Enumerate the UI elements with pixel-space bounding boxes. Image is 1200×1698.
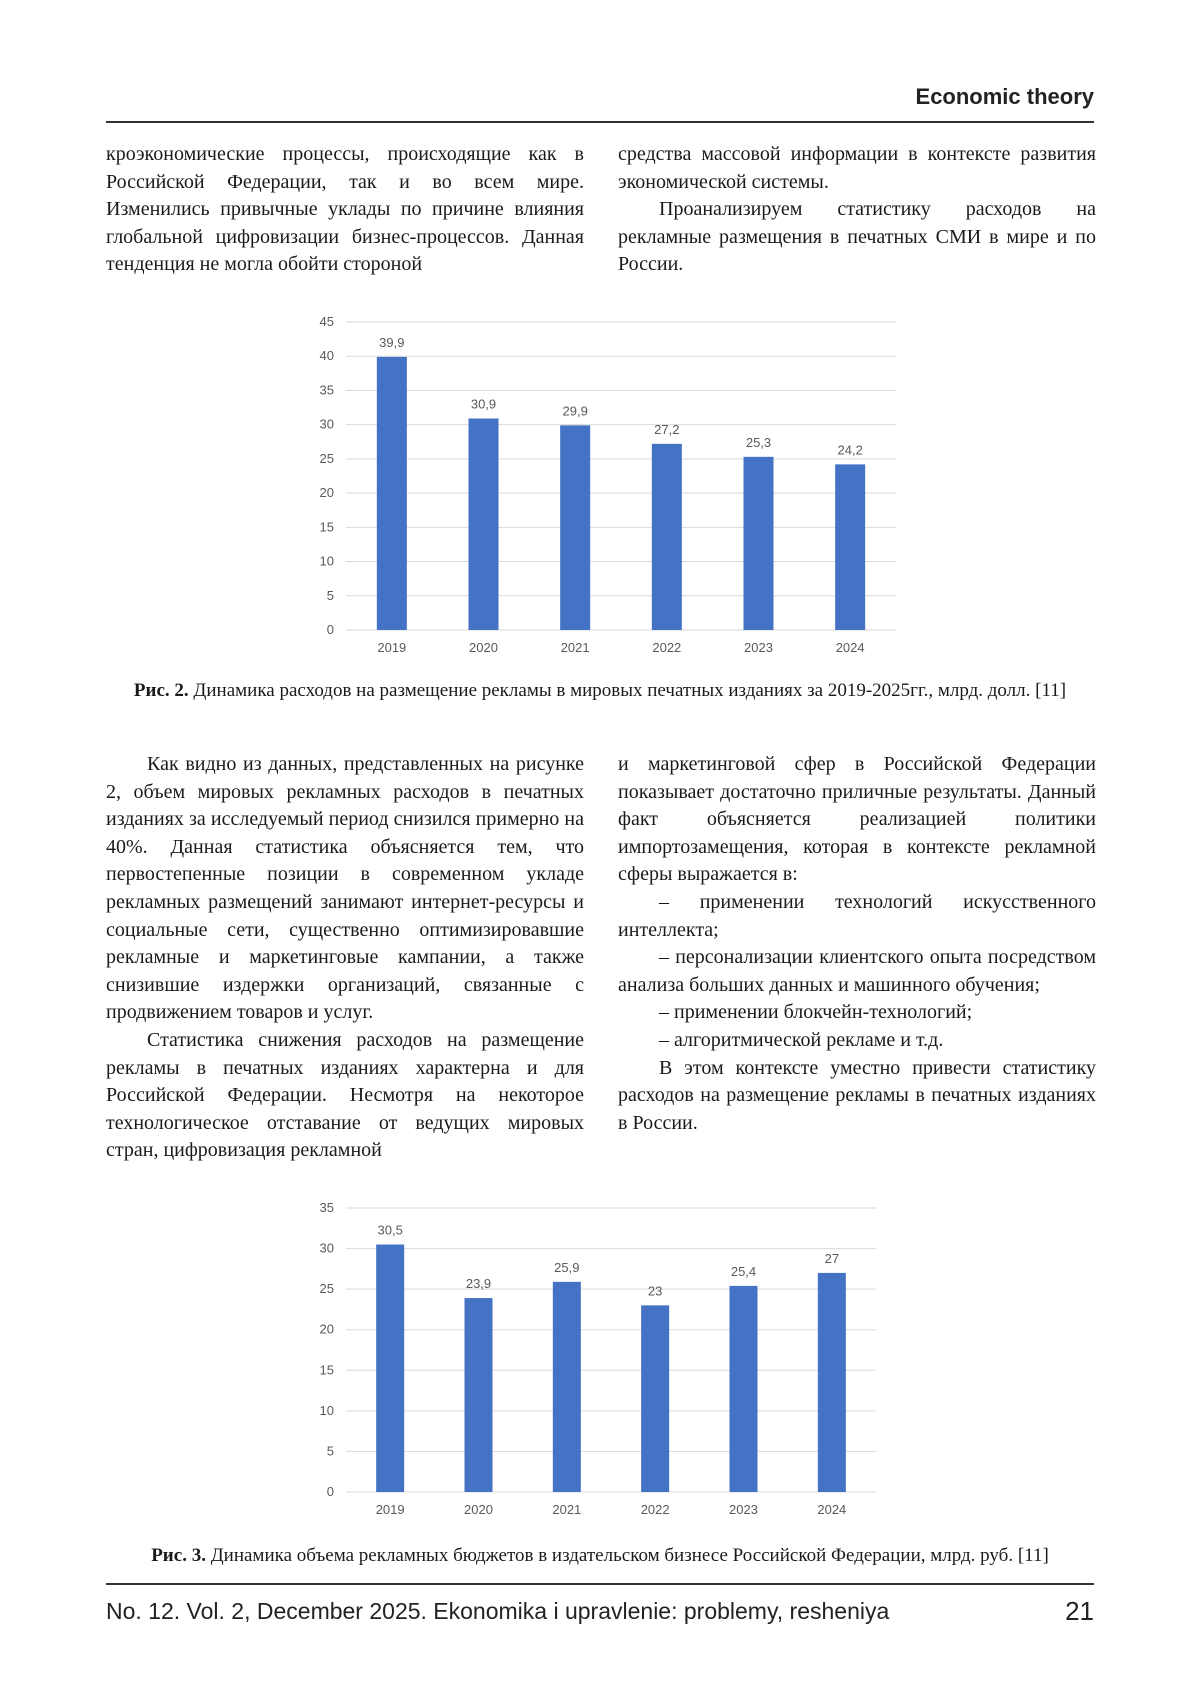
y-tick-label: 5 [326,1443,334,1459]
figure-3-svg [306,1196,916,1526]
x-tick-label: 2024 [817,1502,847,1517]
y-tick-label: 0 [326,1484,334,1499]
data-label: 27 [824,1250,840,1266]
y-tick-label: 10 [319,553,334,569]
x-tick-label: 2019 [375,1502,405,1517]
x-tick-label: 2020 [464,1502,493,1517]
paragraph: Проанализируем статистику расходов на рекламные размещения в печатных СМИ в мире и по России. [618,198,1096,276]
bar [560,425,590,630]
y-tick-label: 15 [319,519,334,535]
list-item: – алгоритмической рекламе и т.д. [659,1028,944,1051]
y-tick-label: 30 [319,416,334,432]
data-label: 25,9 [554,1259,580,1275]
figure-3-caption [106,1543,1094,1568]
y-tick-label: 25 [319,1281,334,1297]
paragraph: кроэкономические процессы, происходящие как в Российской Федерации, так и во всем мире. Изменились привычные уклады по причине влияния глобальной цифровизации бизнес-процессов. Данная тенденция не могла обойти стороной [106,143,584,276]
figure-3-label: Рис. 3. [151,1545,206,1566]
running-head-section: Economic theory [915,84,1094,109]
y-tick-label: 35 [319,1200,334,1215]
x-tick-label: 2021 [560,640,590,655]
y-tick-label: 30 [319,1240,334,1256]
y-tick-label: 20 [319,1321,334,1337]
list-item: – персонализации клиентского опыта посредством анализа больших данных и машинного обучения; [618,946,1096,996]
y-tick-label: 5 [326,587,334,603]
column-mid-left [106,751,584,1165]
paragraph: средства массовой информации в контексте развития экономической системы. [618,143,1096,193]
figure-3-chart [306,1196,916,1531]
paragraph: Статистика снижения расходов на размещение рекламы в печатных изданиях характерна и для Российской Федерации. Несмотря на некоторое технологическое отставание от ведущих мировых стран, цифровизация рекламной [106,1028,584,1162]
bar [835,464,865,630]
data-label: 30,9 [470,396,497,412]
figure-2-caption [106,678,1094,703]
column-mid-right [618,751,1096,1137]
bar [465,1298,493,1492]
figure-2-label: Рис. 2. [133,680,189,701]
data-label: 24,2 [837,442,863,458]
data-label: 23,9 [465,1276,492,1292]
data-label: 25,3 [745,434,772,450]
y-tick-label: 25 [319,450,334,466]
x-tick-label: 2022 [652,640,682,655]
data-label: 25,4 [730,1263,757,1279]
y-tick-label: 0 [326,622,334,637]
bar [641,1305,669,1492]
x-tick-label: 2022 [640,1502,670,1517]
figure-3-caption-text: Динамика объема рекламных бюджетов в издательском бизнесе Российской Федерации, млрд. руб. [11] [210,1545,1049,1566]
x-tick-label: 2020 [469,640,498,655]
data-label: 23 [647,1283,663,1299]
x-tick-label: 2021 [552,1502,582,1517]
footer-rule [106,1583,1094,1585]
data-label: 39,9 [379,334,405,350]
y-tick-label: 10 [319,1402,334,1418]
bar [652,444,682,630]
bar [377,357,407,630]
y-tick-label: 40 [319,348,334,364]
figure-2-caption-text: Динамика расходов на размещение рекламы в мировых печатных изданиях за 2019-2025гг., млрд. долл. [11] [193,680,1067,701]
x-tick-label: 2023 [729,1502,758,1517]
x-tick-label: 2023 [744,640,773,655]
figure-2-svg [306,310,916,670]
x-tick-label: 2019 [377,640,407,655]
list-item: – применении технологий искусственного интеллекта; [618,890,1096,941]
column-top-left [106,141,584,279]
y-tick-label: 15 [319,1362,334,1378]
y-tick-label: 35 [319,382,334,398]
paragraph: Как видно из данных, представленных на рисунке 2, объем мировых рекламных расходов в печатных изданиях за исследуемый период снизился примерно на 40%. Данная статистика объясняется тем, что первостепенные позиции в современном укладе рекламных размещений занимают интернет-ресурсы и социальные сети, существенно оптимизировавшие рекламные и маркетинговые кампании, а также снизившие издержки организаций, связанные с продвижением товаров и услуг. [106,753,584,1024]
bar [818,1273,846,1492]
header-rule [106,121,1094,123]
bar [730,1286,758,1492]
bar [744,457,774,630]
bar [553,1282,581,1492]
page-number: 21 [1065,1596,1094,1626]
data-label: 29,9 [562,403,588,419]
paragraph: и маркетинговой сфер в Российской Федерации показывает достаточно приличные результаты. Данный факт объясняется реализацией политики импортозамещения, которая в контексте рекламной сферы выражается в: [618,753,1096,886]
data-label: 27,2 [654,421,680,437]
y-tick-label: 45 [319,314,334,329]
y-tick-label: 20 [319,485,334,501]
paragraph: В этом контексте уместно привести статистику расходов на размещение рекламы в печатных изданиях в России. [618,1056,1096,1134]
data-label: 30,5 [377,1222,403,1238]
column-top-right [618,141,1096,279]
bar [376,1245,404,1492]
figure-2-chart [306,310,916,675]
x-tick-label: 2024 [835,640,865,655]
footer-journal: No. 12. Vol. 2, December 2025. Ekonomika i upravlenie: problemy, resheniya [106,1598,890,1624]
list-item: – применении блокчейн-технологий; [659,1001,973,1024]
bar [469,419,499,630]
